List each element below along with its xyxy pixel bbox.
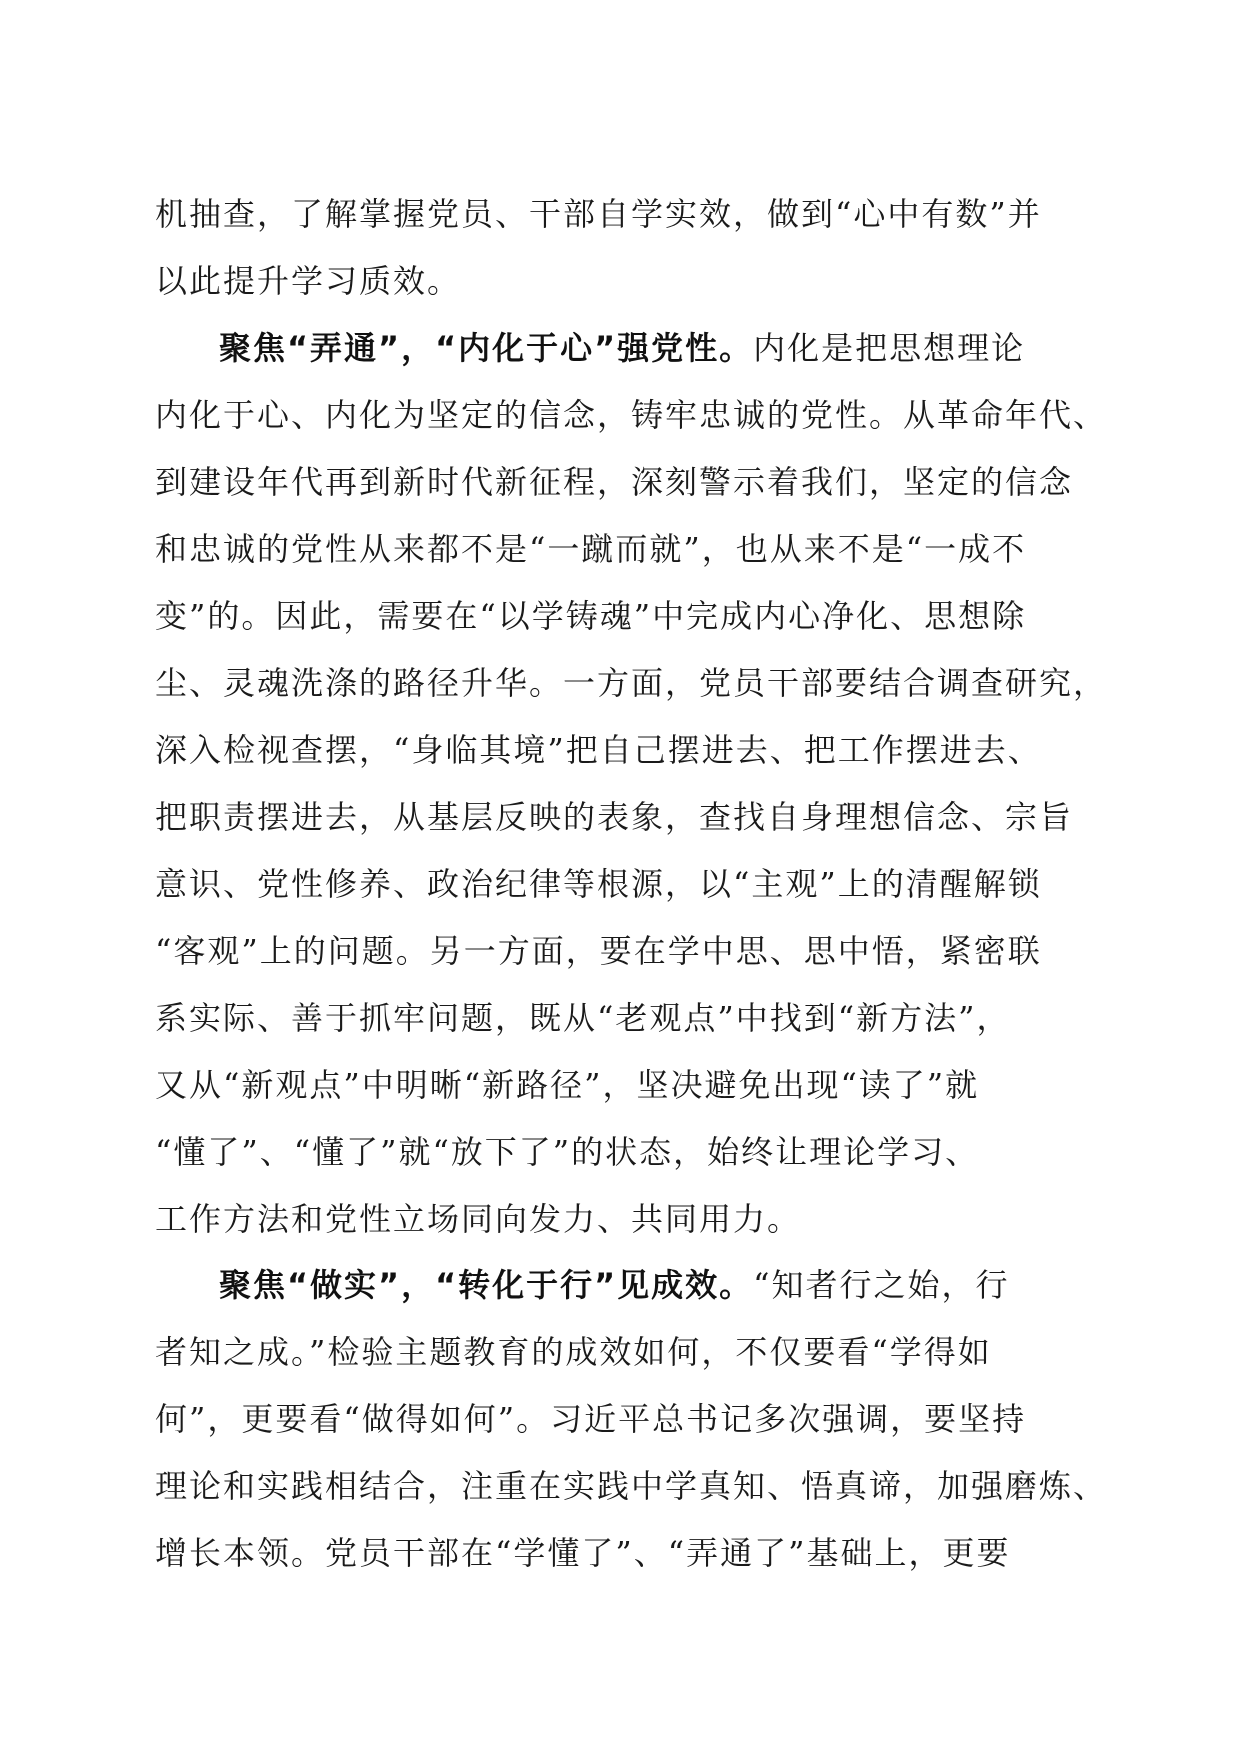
paragraph-first-line xyxy=(155,315,1095,382)
text-line: 系实际、善于抓牢问题，既从“老观点”中找到“新方法”， xyxy=(155,999,1011,1037)
text-run: “知者行之始，行 xyxy=(753,1266,1010,1304)
text-line: 又从“新观点”中明晰“新路径”，坚决避免出现“读了”就 xyxy=(155,1066,980,1104)
text-line: 和忠诚的党性从来都不是“一蹴而就”，也从来不是“一成不 xyxy=(155,530,1027,568)
text-line: 以此提升学习质效。 xyxy=(155,262,462,300)
text-line: 深入检视查摆，“身临其境”把自己摆进去、把工作摆进去、 xyxy=(155,731,1042,769)
section-heading: 聚焦“弄通”，“内化于心”强党性。 xyxy=(219,329,754,367)
paragraph-internalize xyxy=(155,315,1108,1253)
text-line: “懂了”、“懂了”就“放下了”的状态，始终让理论学习、 xyxy=(155,1133,980,1171)
section-heading: 聚焦“做实”，“转化于行”见成效。 xyxy=(219,1266,754,1304)
text-line: 工作方法和党性立场同向发力、共同用力。 xyxy=(155,1200,802,1238)
text-line: 意识、党性修养、政治纪律等根源，以“主观”上的清醒解锁 xyxy=(155,865,1042,903)
text-line: “客观”上的问题。另一方面，要在学中思、思中悟，紧密联 xyxy=(155,932,1042,970)
text-line: 机抽查，了解掌握党员、干部自学实效，做到“心中有数”并 xyxy=(155,195,1042,233)
text-line: 变”的。因此，需要在“以学铸魂”中完成内心净化、思想除 xyxy=(155,597,1027,635)
text-line: 者知之成。”检验主题教育的成效如何，不仅要看“学得如 xyxy=(155,1333,992,1371)
text-line: 尘、灵魂洗涤的路径升华。一方面，党员干部要结合调查研究， xyxy=(155,664,1108,702)
text-line: 理论和实践相结合，注重在实践中学真知、悟真谛，加强磨炼、 xyxy=(155,1467,1108,1505)
text-line: 何”，更要看“做得如何”。习近平总书记多次强调，要坚持 xyxy=(155,1400,1027,1438)
paragraph-first-line xyxy=(155,1252,1095,1319)
paragraph-action xyxy=(155,1252,1108,1587)
paragraph-self-study xyxy=(155,181,1095,315)
text-line: 增长本领。党员干部在“学懂了”、“弄通了”基础上，更要 xyxy=(155,1534,1011,1572)
text-run: 内化是把思想理论 xyxy=(753,329,1026,367)
text-line: 到建设年代再到新时代新征程，深刻警示着我们，坚定的信念 xyxy=(155,463,1074,501)
text-line: 把职责摆进去，从基层反映的表象，查找自身理想信念、宗旨 xyxy=(155,798,1074,836)
text-line: 内化于心、内化为坚定的信念，铸牢忠诚的党性。从革命年代、 xyxy=(155,396,1108,434)
